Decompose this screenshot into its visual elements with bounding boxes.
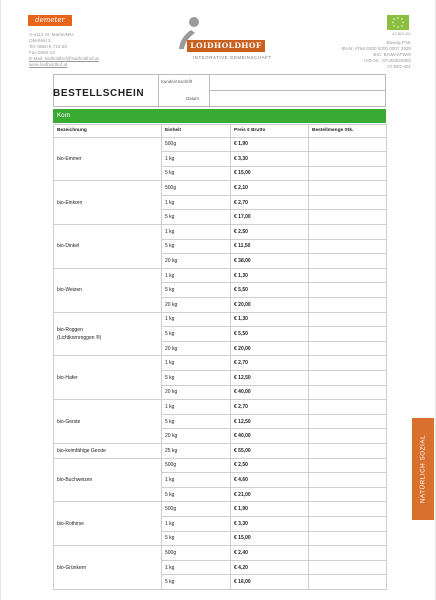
- quantity-input-cell[interactable]: [309, 560, 387, 575]
- unit-cell: 1 kg: [162, 400, 231, 415]
- column-header: Bestellmenge Stk.: [309, 125, 387, 138]
- product-name-text: bio-Weizen: [57, 287, 82, 294]
- price-cell: € 11,50: [231, 239, 309, 254]
- quantity-input-cell[interactable]: [309, 210, 387, 225]
- price-cell: € 20,00: [231, 298, 309, 313]
- table-header-row: [54, 125, 387, 138]
- quantity-input-cell[interactable]: [309, 414, 387, 429]
- unit-cell: 1 kg: [162, 560, 231, 575]
- quantity-input-cell[interactable]: [309, 400, 387, 415]
- table-row: [54, 502, 387, 517]
- quantity-input-cell[interactable]: [309, 341, 387, 356]
- product-name-text: bio-Buchweizen: [57, 476, 93, 483]
- quantity-input-cell[interactable]: [309, 502, 387, 517]
- product-name: [54, 268, 162, 312]
- price-cell: € 40,00: [231, 429, 309, 444]
- quantity-input-cell[interactable]: [309, 487, 387, 502]
- table-row: [54, 443, 387, 458]
- date-label: Datum: [186, 96, 199, 101]
- product-name: [54, 312, 162, 356]
- price-cell: € 3,30: [231, 516, 309, 531]
- price-cell: € 21,00: [231, 487, 309, 502]
- quantity-input-cell[interactable]: [309, 225, 387, 240]
- quantity-input-cell[interactable]: [309, 312, 387, 327]
- price-cell: € 1,90: [231, 137, 309, 152]
- demeter-logo: demeter: [28, 15, 72, 26]
- price-cell: € 12,50: [231, 414, 309, 429]
- price-cell: € 16,00: [231, 575, 309, 590]
- form-title: BESTELLSCHEIN: [53, 88, 145, 99]
- unit-cell: 1 kg: [162, 312, 231, 327]
- product-name: [54, 356, 162, 400]
- product-name-text: bio-Gerste: [57, 418, 81, 425]
- price-cell: € 20,00: [231, 341, 309, 356]
- unit-cell: 500g: [162, 458, 231, 473]
- unit-cell: 1 kg: [162, 268, 231, 283]
- product-name-text: bio-Roggen: [57, 327, 83, 334]
- unit-cell: 500g: [162, 137, 231, 152]
- unit-cell: 5 kg: [162, 487, 231, 502]
- quantity-input-cell[interactable]: [309, 152, 387, 167]
- product-name-text: bio-Hafer: [57, 374, 78, 381]
- price-cell: € 12,50: [231, 371, 309, 386]
- quantity-input-cell[interactable]: [309, 516, 387, 531]
- section-heading-korn: Korn: [53, 109, 386, 123]
- table-row: [54, 137, 387, 152]
- column-header: Einheit: [162, 125, 231, 138]
- product-name-note: (Lichtkornroggen ®): [57, 335, 102, 342]
- quantity-input-cell[interactable]: [309, 546, 387, 561]
- price-cell: € 2,70: [231, 356, 309, 371]
- unit-cell: 5 kg: [162, 327, 231, 342]
- address-block: [29, 32, 99, 69]
- product-name: [54, 458, 162, 502]
- price-cell: € 40,00: [231, 385, 309, 400]
- unit-cell: 1 kg: [162, 473, 231, 488]
- unit-cell: 20 kg: [162, 341, 231, 356]
- bic-line: BIC: BAWAATWW: [373, 52, 411, 58]
- product-name: [54, 225, 162, 269]
- unit-cell: 20 kg: [162, 298, 231, 313]
- unit-cell: 1 kg: [162, 516, 231, 531]
- product-name: [54, 137, 162, 181]
- price-cell: € 5,50: [231, 327, 309, 342]
- quantity-input-cell[interactable]: [309, 268, 387, 283]
- eu-organic-label: AT-BIO-401: [392, 32, 411, 36]
- unit-cell: 25 kg: [162, 443, 231, 458]
- unit-cell: 20 kg: [162, 254, 231, 269]
- form-divider: [209, 90, 386, 91]
- price-cell: € 3,30: [231, 152, 309, 167]
- quantity-input-cell[interactable]: [309, 283, 387, 298]
- table-row: [54, 356, 387, 371]
- price-cell: € 2,50: [231, 225, 309, 240]
- price-cell: € 15,00: [231, 531, 309, 546]
- price-cell: € 1,30: [231, 268, 309, 283]
- bank-block: [331, 40, 411, 70]
- quantity-input-cell[interactable]: [309, 531, 387, 546]
- fax-line: Fax 0660-13: [29, 50, 55, 56]
- price-cell: € 15,00: [231, 166, 309, 181]
- quantity-input-cell[interactable]: [309, 458, 387, 473]
- iban-line: IBAN: AT66 6000 0000 0007 2928: [341, 46, 411, 52]
- quantity-input-cell[interactable]: [309, 356, 387, 371]
- phone-line: Tel. 0660 8 715 63: [29, 44, 67, 50]
- quantity-input-cell[interactable]: [309, 181, 387, 196]
- product-name: [54, 546, 162, 590]
- form-divider: [158, 74, 159, 107]
- price-cell: € 2,70: [231, 195, 309, 210]
- unit-cell: 5 kg: [162, 575, 231, 590]
- price-cell: € 1,30: [231, 312, 309, 327]
- product-name: [54, 400, 162, 444]
- product-table: [53, 124, 387, 590]
- quantity-input-cell[interactable]: [309, 443, 387, 458]
- table-row: [54, 312, 387, 327]
- unit-cell: 5 kg: [162, 210, 231, 225]
- side-tab: [412, 418, 434, 520]
- table-row: [54, 546, 387, 561]
- column-header: Preis € Brutto: [231, 125, 309, 138]
- unit-cell: 500g: [162, 546, 231, 561]
- unit-cell: 1 kg: [162, 356, 231, 371]
- unit-cell: 5 kg: [162, 414, 231, 429]
- table-row: [54, 400, 387, 415]
- price-cell: € 2,50: [231, 458, 309, 473]
- quantity-input-cell[interactable]: [309, 429, 387, 444]
- unit-cell: 5 kg: [162, 166, 231, 181]
- quantity-input-cell[interactable]: [309, 327, 387, 342]
- unit-cell: 20 kg: [162, 429, 231, 444]
- side-tab-label: NATÜRLICH SOZIAL: [419, 434, 427, 504]
- unit-cell: 5 kg: [162, 239, 231, 254]
- price-cell: € 2,70: [231, 400, 309, 415]
- unit-cell: 1 kg: [162, 152, 231, 167]
- unit-cell: 20 kg: [162, 385, 231, 400]
- product-name: [54, 502, 162, 546]
- price-cell: € 38,00: [231, 254, 309, 269]
- quantity-input-cell[interactable]: [309, 371, 387, 386]
- product-name-text: bio-Einkorn: [57, 199, 83, 206]
- product-name-text: bio-Grünkern: [57, 564, 87, 571]
- price-cell: € 17,00: [231, 210, 309, 225]
- product-name-text: bio-keimfähige Gerste: [57, 447, 106, 454]
- brand-name: LOIDHOLDHOF: [187, 40, 265, 52]
- unit-cell: 1 kg: [162, 225, 231, 240]
- table-row: [54, 268, 387, 283]
- price-cell: € 4,60: [231, 473, 309, 488]
- quantity-input-cell[interactable]: [309, 166, 387, 181]
- product-name: [54, 443, 162, 458]
- website-link[interactable]: www.loidholdhof.at: [29, 62, 68, 68]
- quantity-input-cell[interactable]: [309, 239, 387, 254]
- column-header: Bezeichnung: [54, 125, 162, 138]
- quantity-input-cell[interactable]: [309, 385, 387, 400]
- email-link[interactable]: E-Mail: loidholdhof@loidholdhof.at: [29, 56, 99, 62]
- quantity-input-cell[interactable]: [309, 195, 387, 210]
- quantity-input-cell[interactable]: [309, 473, 387, 488]
- unit-cell: 500g: [162, 181, 231, 196]
- brand-subtitle: INTEGRATIVE GEMEINSCHAFT: [193, 55, 272, 60]
- bio-code-line: AT-BIO-401: [387, 64, 411, 70]
- table-row: [54, 181, 387, 196]
- product-name-text: bio-Emmer: [57, 155, 82, 162]
- unit-cell: 5 kg: [162, 283, 231, 298]
- quantity-input-cell[interactable]: [309, 298, 387, 313]
- unit-cell: 1 kg: [162, 195, 231, 210]
- uid-line: UID-Nr.: ATU52626902: [364, 58, 411, 64]
- unit-cell: 5 kg: [162, 531, 231, 546]
- price-cell: € 1,90: [231, 502, 309, 517]
- price-cell: € 4,20: [231, 560, 309, 575]
- product-name-text: bio-Rothirse: [57, 520, 84, 527]
- unit-cell: 5 kg: [162, 371, 231, 386]
- quantity-input-cell[interactable]: [309, 137, 387, 152]
- address-line: A-4113 St. Martin/Mkr.: [29, 32, 75, 37]
- eu-organic-leaf-icon: [387, 15, 409, 30]
- product-name-text: bio-Dinkel: [57, 243, 80, 250]
- table-row: [54, 458, 387, 473]
- unit-cell: 500g: [162, 502, 231, 517]
- price-cell: € 55,00: [231, 443, 309, 458]
- customer-address-label: Kunde/Anschrift: [161, 79, 192, 84]
- address-line: Oberfeld 3: [29, 38, 51, 44]
- product-name: [54, 181, 162, 225]
- loidholdhof-figure-icon: [171, 16, 207, 60]
- table-row: [54, 225, 387, 240]
- quantity-input-cell[interactable]: [309, 254, 387, 269]
- price-cell: € 2,10: [231, 181, 309, 196]
- quantity-input-cell[interactable]: [309, 575, 387, 590]
- price-cell: € 2,40: [231, 546, 309, 561]
- bank-line: Bawag PSK: [386, 40, 411, 45]
- price-cell: € 5,50: [231, 283, 309, 298]
